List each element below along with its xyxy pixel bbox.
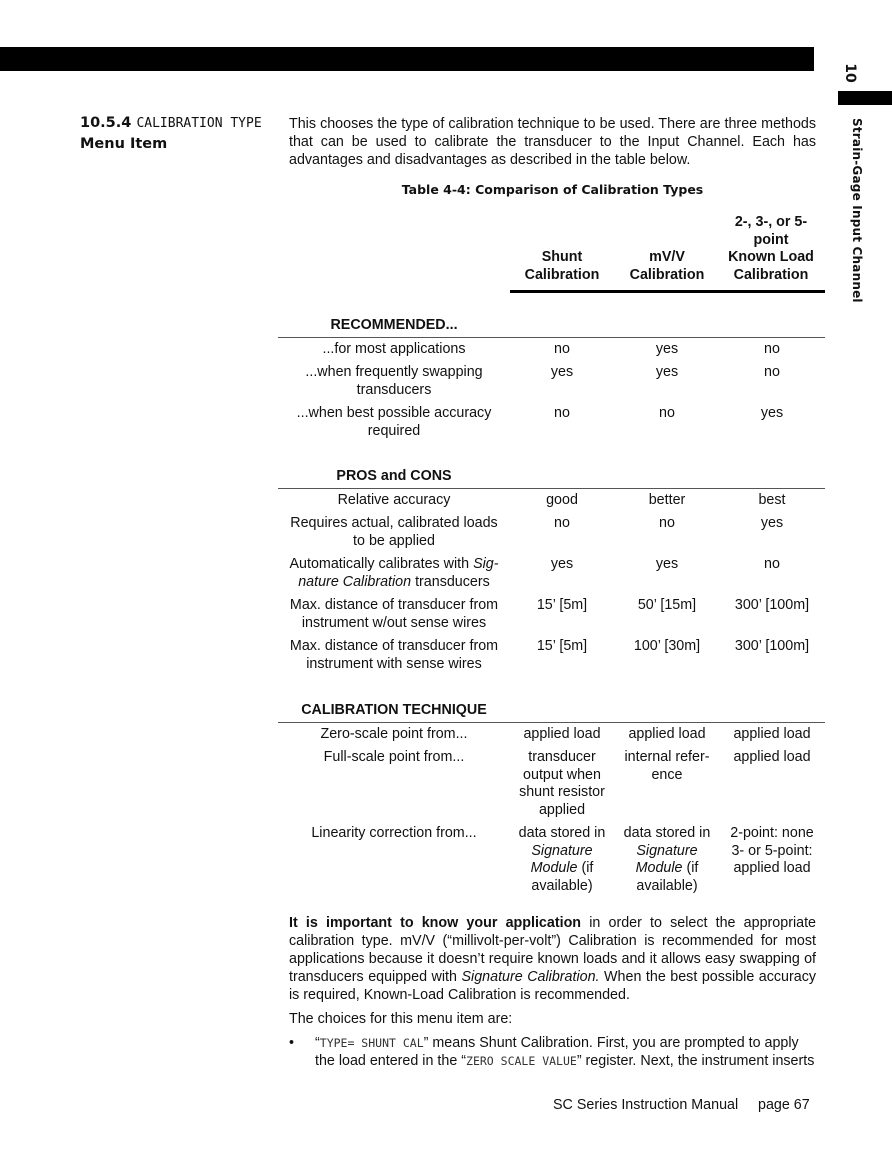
- cell-line: applied: [538, 801, 586, 818]
- row-label: [278, 492, 510, 510]
- italic-term: Signature Calibration.: [461, 969, 600, 985]
- table-cell: [719, 597, 825, 615]
- intro-paragraph: This chooses the type of calibration technique to be used. There are three methods that can be used to calibrate the transducer to the Input Channel. Each has advantages and disadvantages as described in the table below.: [289, 116, 816, 168]
- table-cell: [510, 341, 614, 359]
- row-label-line: Zero-scale point from...: [320, 726, 468, 742]
- table-cell: [615, 825, 719, 895]
- header-rule: [510, 290, 825, 293]
- table-cell: [510, 364, 614, 382]
- column-header: [510, 249, 614, 284]
- column-header-line: Calibration: [733, 266, 809, 283]
- section-heading: [80, 113, 270, 155]
- bold-lead: It is important to know your application: [289, 915, 582, 931]
- table-caption: Table 4-4: Comparison of Calibration Types: [401, 182, 704, 197]
- cell-line: 300’ [100m]: [734, 638, 810, 654]
- section-number: 10.5.4: [80, 115, 132, 131]
- column-header-line: Shunt: [541, 249, 583, 265]
- cell-line: shunt resistor: [519, 784, 605, 800]
- table-cell: [719, 492, 825, 510]
- cell-line: no: [659, 405, 675, 421]
- cell-line: output when: [523, 766, 601, 783]
- column-header: [718, 214, 824, 284]
- table-cell: [615, 341, 719, 359]
- table-cell: [719, 726, 825, 744]
- bullet-mark: •: [289, 1035, 295, 1051]
- cell-line: no: [764, 364, 780, 380]
- bullet-part: ” means Shunt Calibration. First, you are prompted to apply the load entered in the “: [315, 1035, 799, 1069]
- row-label: [278, 556, 510, 591]
- cell-line: no: [554, 341, 570, 357]
- cell-line: applied load: [733, 860, 811, 876]
- table-cell: [510, 405, 614, 423]
- row-label-line: Automatically calibrates with Sig-: [289, 556, 499, 572]
- column-header-line: Calibration: [524, 266, 600, 283]
- table-cell: [510, 556, 614, 574]
- table-cell: [615, 556, 719, 574]
- cell-line: applied load: [733, 726, 811, 742]
- cell-line: no: [764, 556, 780, 572]
- cell-line: 100’ [30m]: [633, 638, 701, 654]
- cell-line: internal refer-: [624, 749, 710, 765]
- application-paragraph: [289, 914, 816, 1004]
- bullet-part: ” register. Next, the instrument inserts: [576, 1053, 815, 1069]
- cell-line: yes: [760, 405, 784, 421]
- section-name: CALIBRATION TYPE: [136, 116, 262, 131]
- row-label-line: ...when frequently swapping: [305, 364, 483, 380]
- choices-paragraph: The choices for this menu item are:: [289, 1011, 513, 1027]
- row-label-line: Relative accuracy: [337, 492, 451, 508]
- table-cell: [615, 749, 719, 784]
- cell-line: yes: [655, 556, 679, 572]
- table-group-title: CALIBRATION TECHNIQUE: [301, 702, 487, 718]
- table-cell: [719, 749, 825, 767]
- table-cell: [615, 405, 719, 423]
- row-label: [278, 726, 510, 744]
- row-label: [278, 515, 510, 550]
- chapter-tab: [838, 91, 892, 105]
- table-cell: [615, 492, 719, 510]
- group-rule: [278, 337, 825, 338]
- cell-line: Module (if: [635, 860, 699, 876]
- chapter-number: 10: [842, 63, 858, 83]
- cell-line: Module (if: [530, 860, 594, 876]
- table-group-title: PROS and CONS: [336, 468, 452, 484]
- page-footer: SC Series Instruction Manual page 67: [553, 1097, 810, 1113]
- table-cell: [615, 364, 719, 382]
- row-label-line: Linearity correction from...: [311, 825, 477, 841]
- column-header-line: 2-, 3-, or 5-: [734, 214, 808, 230]
- cell-line: 15’ [5m]: [536, 597, 588, 613]
- row-label-line: Requires actual, calibrated loads: [290, 515, 498, 531]
- cell-line: yes: [655, 341, 679, 357]
- section-subtitle: Menu Item: [80, 136, 168, 152]
- row-label-line: instrument w/out sense wires: [301, 614, 487, 631]
- cell-line: better: [648, 492, 686, 508]
- cell-line: no: [554, 405, 570, 421]
- row-label: [278, 405, 510, 440]
- table-cell: [615, 726, 719, 744]
- cell-line: good: [546, 492, 578, 508]
- para-text: in order to select the appropriate calibration type. mV/V (“millivolt-per-volt”) Calibration is recommended for most applications because it doesn’t require known loads and it allows easy swapping of transducers equipped with: [289, 915, 817, 985]
- cell-line: applied load: [628, 726, 706, 742]
- row-label-line: transducers: [356, 381, 432, 398]
- row-label: [278, 825, 510, 843]
- cell-line: applied load: [523, 726, 601, 742]
- table-cell: [615, 597, 719, 615]
- row-label-line: to be applied: [353, 532, 435, 549]
- code-text: ZERO SCALE VALUE: [466, 1054, 577, 1068]
- column-header-line: Known Load: [728, 249, 814, 265]
- column-header-line: Calibration: [629, 266, 705, 283]
- row-label-line: ...for most applications: [322, 341, 466, 357]
- table-cell: [719, 825, 825, 878]
- table-cell: [719, 638, 825, 656]
- row-label-line: Max. distance of transducer from: [289, 597, 499, 613]
- column-header-line: point: [753, 231, 789, 248]
- table-cell: [615, 515, 719, 533]
- cell-line: data stored in: [623, 825, 711, 841]
- column-header-line: mV/V: [649, 249, 685, 265]
- cell-line: yes: [760, 515, 784, 531]
- table-cell: [510, 638, 614, 656]
- cell-line: no: [764, 341, 780, 357]
- table-cell: [510, 749, 614, 819]
- cell-line: 300’ [100m]: [734, 597, 810, 613]
- row-label-line: ...when best possible accuracy: [296, 405, 492, 421]
- cell-line: 15’ [5m]: [536, 638, 588, 654]
- table-cell: [719, 364, 825, 382]
- cell-line: yes: [655, 364, 679, 380]
- table-cell: [719, 556, 825, 574]
- group-rule: [278, 722, 825, 723]
- cell-line: data stored in: [518, 825, 606, 841]
- table-cell: [510, 515, 614, 533]
- row-label-line: Max. distance of transducer from: [289, 638, 499, 654]
- row-label: [278, 638, 510, 673]
- cell-line: available): [636, 877, 698, 894]
- table-cell: [719, 515, 825, 533]
- row-label: [278, 597, 510, 632]
- bullet-text: [315, 1034, 815, 1070]
- table-cell: [510, 492, 614, 510]
- row-label-line: Full-scale point from...: [323, 749, 465, 765]
- row-label: [278, 364, 510, 399]
- table-cell: [615, 638, 719, 656]
- para-text: When the best possible accuracy is required, Known-Load Calibration is recommended.: [289, 969, 816, 1003]
- row-label-line: nature Calibration transducers: [298, 573, 490, 590]
- cell-line: 3- or 5-point:: [731, 842, 813, 859]
- code-text: TYPE= SHUNT CAL: [319, 1036, 424, 1050]
- row-label-line: required: [367, 422, 421, 439]
- row-label: [278, 749, 510, 767]
- cell-line: no: [659, 515, 675, 531]
- cell-line: 2-point: none: [730, 825, 814, 841]
- table-cell: [510, 597, 614, 615]
- cell-line: 50’ [15m]: [637, 597, 697, 613]
- table-cell: [719, 405, 825, 423]
- row-label-line: instrument with sense wires: [306, 655, 482, 672]
- cell-line: transducer: [528, 749, 596, 765]
- table-group-title: RECOMMENDED...: [330, 317, 458, 333]
- column-header: [615, 249, 719, 284]
- cell-line: Signature: [531, 842, 593, 859]
- cell-line: applied load: [733, 749, 811, 765]
- cell-line: available): [531, 877, 593, 894]
- cell-line: ence: [651, 766, 683, 783]
- table-cell: [510, 825, 614, 895]
- quote: “: [315, 1035, 320, 1051]
- table-cell: [510, 726, 614, 744]
- table-cell: [719, 341, 825, 359]
- cell-line: no: [554, 515, 570, 531]
- cell-line: best: [758, 492, 786, 508]
- group-rule: [278, 488, 825, 489]
- cell-line: yes: [550, 364, 574, 380]
- cell-line: yes: [550, 556, 574, 572]
- header-bar: [0, 47, 814, 71]
- cell-line: Signature: [636, 842, 698, 859]
- side-title: Strain-Gage Input Channel: [850, 118, 864, 303]
- row-label: [278, 341, 510, 359]
